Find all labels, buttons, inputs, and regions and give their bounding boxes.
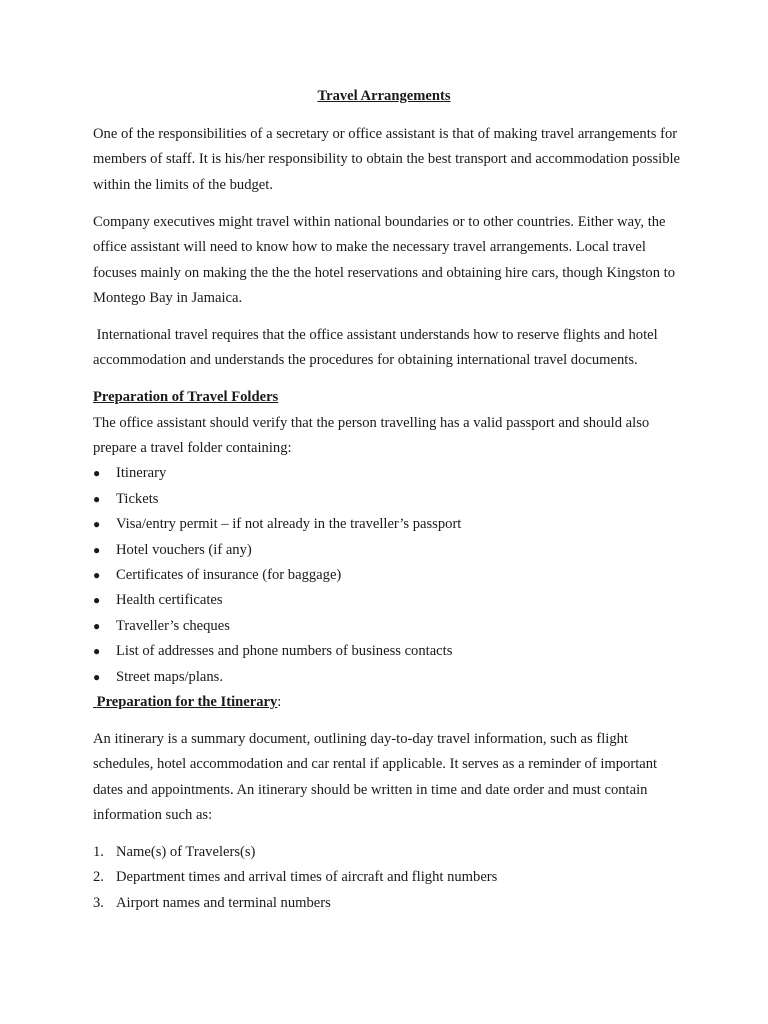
list-item-text: Itinerary: [116, 465, 167, 482]
list-item-text: Department times and arrival times of aircraft and flight numbers: [116, 869, 498, 886]
list-item-text: Health certificates: [116, 592, 223, 609]
itinerary-paragraph: An itinerary is a summary document, outlining day-to-day travel information, such as flight schedules, hotel accommodation and car rental if applicable. It serves as a reminder of important dates and appointments. An itinerary should be written in time and date order and must contain information such as:: [93, 730, 658, 824]
bullet-icon: ●: [93, 593, 101, 608]
list-item-text: Tickets: [116, 490, 159, 507]
list-item: [93, 538, 683, 563]
travel-folders-intro: The office assistant should verify that the person travelling has a valid passport and should also prepare a travel folder containing:: [93, 414, 650, 456]
section-heading-itinerary-wrapper: [93, 690, 683, 715]
section-heading-itinerary: Preparation for the Itinerary: [93, 694, 278, 711]
list-item: [93, 865, 683, 890]
intro-paragraph-1: One of the responsibilities of a secretary or office assistant is that of making travel arrangements for members of staff. It is his/her responsibility to obtain the best transport and accommodation possible within the limits of the budget.: [93, 126, 681, 193]
document-title: Travel Arrangements: [317, 88, 451, 104]
section-heading-travel-folders: Preparation of Travel Folders: [93, 389, 279, 406]
bullet-icon: ●: [93, 568, 101, 582]
bullet-icon: ●: [93, 517, 101, 532]
list-item: [93, 588, 683, 613]
bullet-icon: ●: [93, 491, 101, 506]
bullet-icon: ●: [93, 618, 101, 633]
list-item-text: Street maps/plans.: [116, 668, 224, 685]
list-item-text: Name(s) of Travelers(s): [116, 844, 256, 861]
intro-paragraph-3: International travel requires that the office assistant understands how to reserve flights and hotel accommodation and understands the procedures for obtaining international travel documents.: [93, 326, 662, 369]
list-item: [93, 563, 683, 588]
document-body: [93, 122, 683, 916]
intro-paragraph-2: Company executives might travel within national boundaries or to other countries. Either way, the office assistant will need to know how to make the necessary travel arrangements. Local travel focuses mainly on making the the the hotel reservations and obtaining hire cars, though Kingston to Montego Bay in Jamaica.: [93, 213, 676, 306]
bullet-icon: ●: [93, 669, 101, 684]
list-number: 2.: [93, 869, 104, 886]
list-number: 1.: [93, 844, 104, 861]
list-item-text: Visa/entry permit – if not already in the traveller’s passport: [116, 516, 462, 533]
list-item: [93, 891, 683, 916]
list-item-text: List of addresses and phone numbers of business contacts: [116, 643, 453, 660]
list-item: [93, 665, 683, 690]
section-heading-itinerary-suffix: :: [277, 694, 282, 711]
itinerary-numbered-list: [93, 840, 683, 916]
list-item: [93, 840, 683, 865]
list-number: 3.: [93, 894, 104, 911]
list-item: [93, 487, 683, 512]
list-item: [93, 639, 683, 664]
list-item: [93, 512, 683, 537]
list-item-text: Traveller’s cheques: [116, 617, 230, 634]
travel-folder-list: [93, 461, 683, 690]
list-item-text: Certificates of insurance (for baggage): [116, 567, 342, 583]
bullet-icon: ●: [93, 466, 101, 481]
bullet-icon: ●: [93, 542, 101, 557]
list-item-text: Hotel vouchers (if any): [116, 541, 252, 558]
list-item: [93, 461, 683, 486]
bullet-icon: ●: [93, 644, 101, 659]
list-item-text: Airport names and terminal numbers: [116, 894, 331, 911]
list-item: [93, 614, 683, 639]
